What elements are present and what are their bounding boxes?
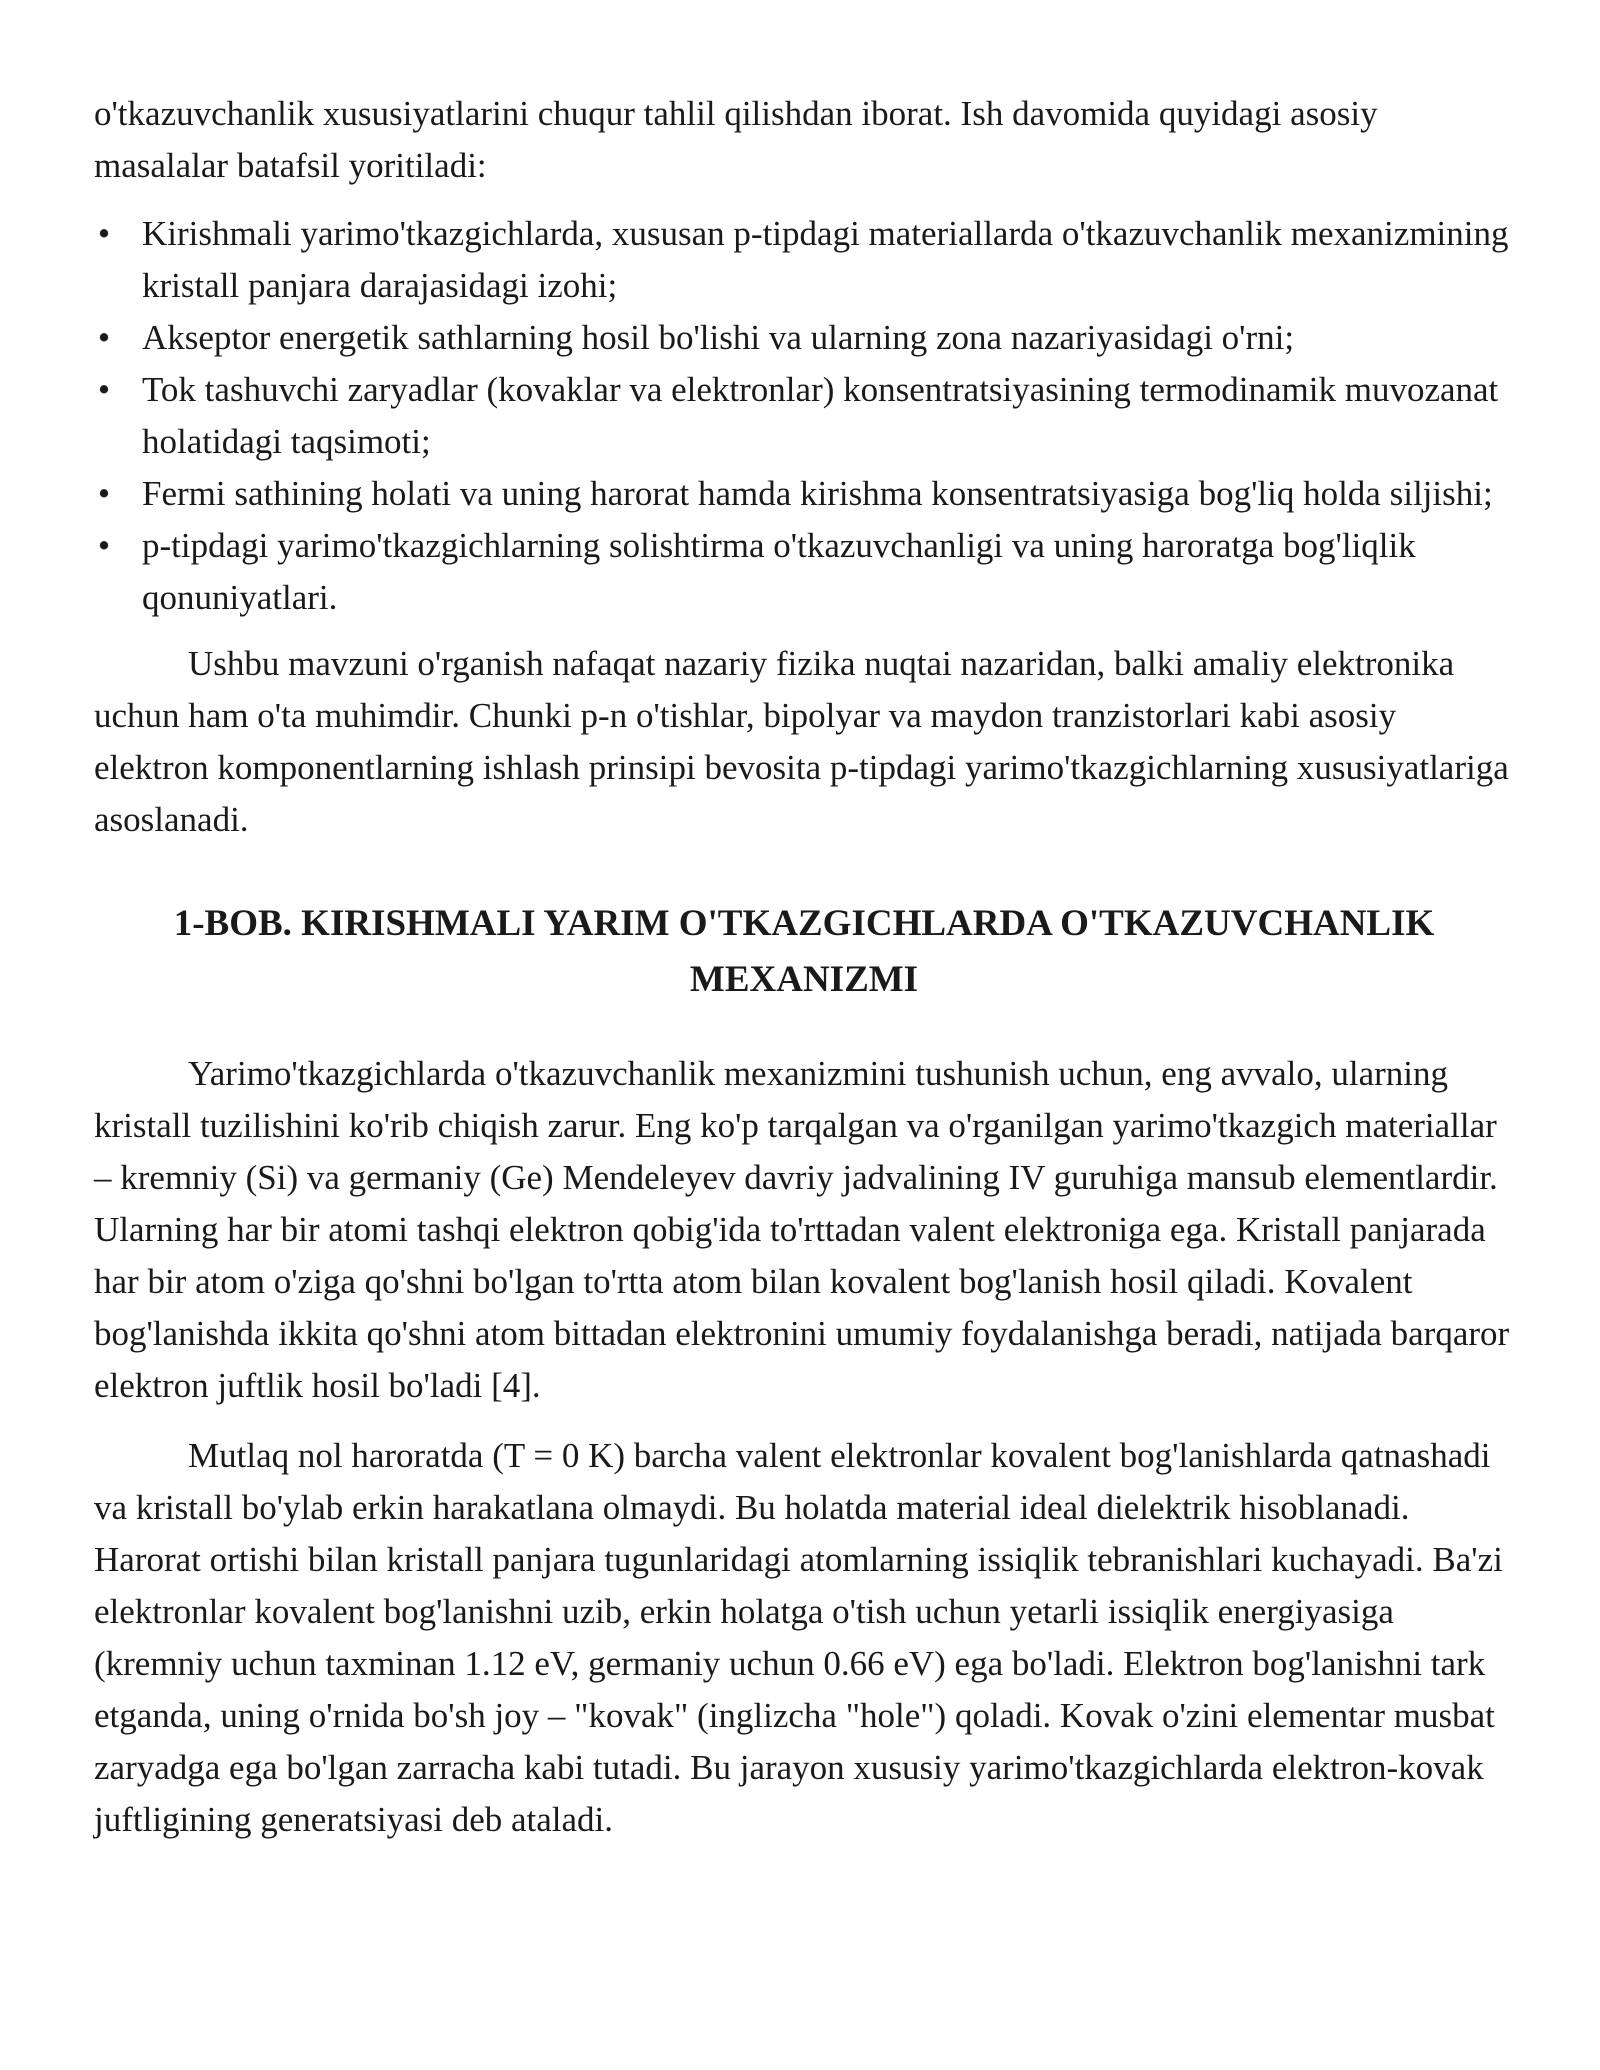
list-item (94, 468, 1514, 520)
list-item-text: Kirishmali yarimo'tkazgichlarda, xususan p-tipdagi materiallarda o'tkazuvchanlik mexanizmining kristall panjara darajasidagi izohi; (142, 214, 1509, 305)
chapter-heading: 1-BOB. KIRISHMALI YARIM O'TKAZGICHLARDA O'TKAZUVCHANLIK MEXANIZMI (173, 903, 1435, 1000)
list-item (94, 312, 1514, 364)
bullet-icon: • (97, 474, 111, 513)
list-item (94, 520, 1514, 624)
objectives-list (94, 208, 1514, 624)
list-item (94, 208, 1514, 312)
list-item-text: Fermi sathining holati va uning harorat hamda kirishma konsentratsiyasiga bog'liq holda siljishi; (142, 474, 1493, 513)
body-paragraph: Yarimo'tkazgichlarda o'tkazuvchanlik mexanizmini tushunish uchun, eng avvalo, ularning kristall tuzilishini ko'rib chiqish zarur. Eng ko'p tarqalgan va o'rganilgan yarimo'tkazgich materiallar – kremniy (Si) va germaniy (Ge) Mendeleyev davriy jadvalining IV guruhiga mansub elementlardir. Ularning har bir atomi tashqi elektron qobig'ida to'rttadan valent elektroniga ega. Kristall panjarada har bir atom o'ziga qo'shni bo'lgan to'rtta atom bilan kovalent bog'lanish hosil qiladi. Kovalent bog'lanishda ikkita qo'shni atom bittadan elektronini umumiy foydalanishga beradi, natijada barqaror elektron juftlik hosil bo'ladi [4]. (94, 1054, 1510, 1405)
list-item (94, 364, 1514, 468)
document-page (94, 88, 1514, 1846)
bullet-icon: • (97, 214, 111, 253)
bullet-icon: • (97, 526, 111, 565)
list-item-text: Tok tashuvchi zaryadlar (kovaklar va elektronlar) konsentratsiyasining termodinamik muvozanat holatidagi taqsimoti; (142, 370, 1499, 461)
list-item-text: Akseptor energetik sathlarning hosil bo'lishi va ularning zona nazariyasidagi o'rni; (142, 318, 1295, 357)
intro-paragraph: o'tkazuvchanlik xususiyatlarini chuqur tahlil qilishdan iborat. Ish davomida quyidagi asosiy masalalar batafsil yoritiladi: (94, 94, 1378, 185)
bullet-icon: • (97, 318, 111, 357)
significance-paragraph: Ushbu mavzuni o'rganish nafaqat nazariy fizika nuqtai nazaridan, balki amaliy elektronika uchun ham o'ta muhimdir. Chunki p-n o'tishlar, bipolyar va maydon tranzistorlari kabi asosiy elektron komponentlarning ishlash prinsipi bevosita p-tipdagi yarimo'tkazgichlarning xususiyatlariga asoslanadi. (94, 644, 1509, 839)
body-paragraph: Mutlaq nol haroratda (T = 0 K) barcha valent elektronlar kovalent bog'lanishlarda qatnashadi va kristall bo'ylab erkin harakatlana olmaydi. Bu holatda material ideal dielektrik hisoblanadi. Harorat ortishi bilan kristall panjara tugunlaridagi atomlarning issiqlik tebranishlari kuchayadi. Ba'zi elektronlar kovalent bog'lanishni uzib, erkin holatga o'tish uchun yetarli issiqlik energiyasiga (kremniy uchun taxminan 1.12 eV, germaniy uchun 0.66 eV) ega bo'ladi. Elektron bog'lanishni tark etganda, uning o'rnida bo'sh joy – "kovak" (inglizcha "hole") qoladi. Kovak o'zini elementar musbat zaryadga ega bo'lgan zarracha kabi tutadi. Bu jarayon xususiy yarimo'tkazgichlarda elektron-kovak juftligining generatsiyasi deb ataladi. (94, 1436, 1503, 1839)
bullet-icon: • (97, 370, 111, 409)
list-item-text: p-tipdagi yarimo'tkazgichlarning solishtirma o'tkazuvchanligi va uning haroratga bog'liqlik qonuniyatlari. (142, 526, 1416, 617)
